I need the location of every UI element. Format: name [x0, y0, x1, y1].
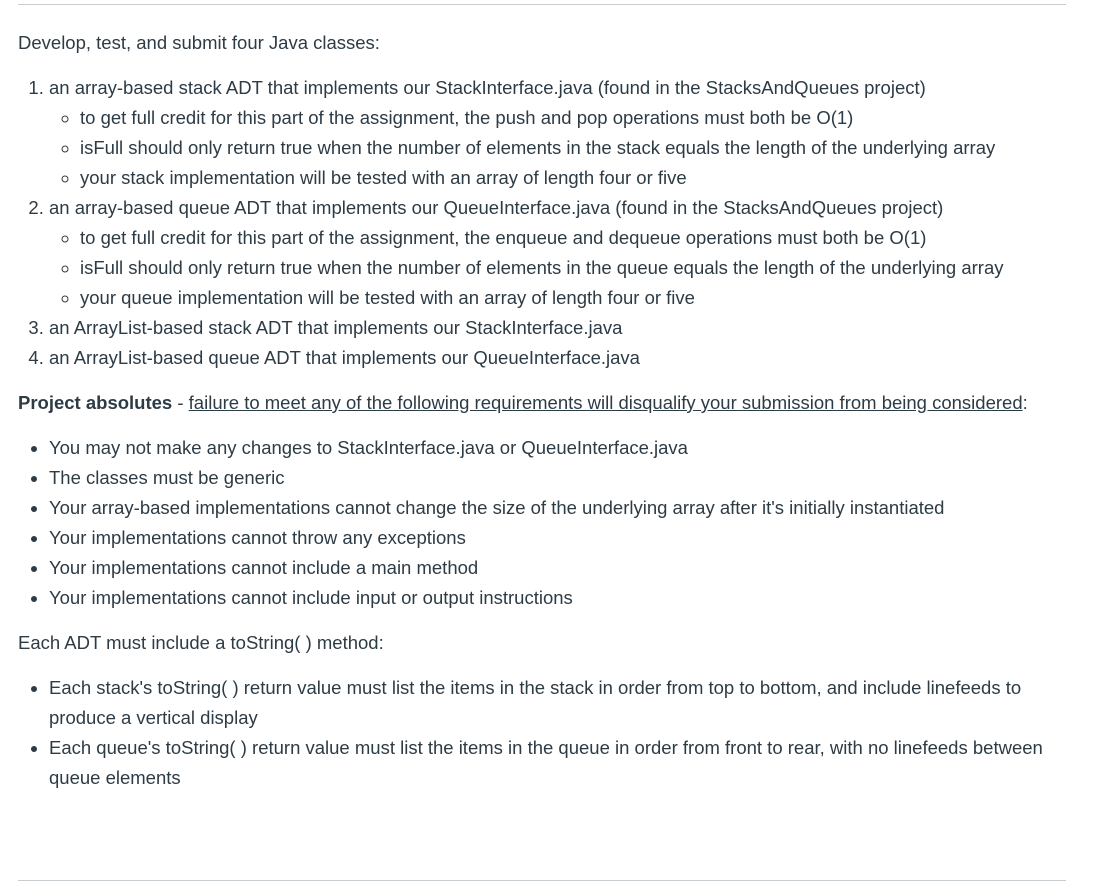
bottom-divider — [18, 880, 1066, 881]
absolutes-paragraph — [18, 388, 1068, 418]
subitem: ◦ isFull should only return true when the number of elements in the queue equals the length of the underlying array — [80, 253, 1068, 283]
absolutes-list — [18, 433, 1068, 613]
absolute-item: • Your implementations cannot include a main method — [49, 553, 1068, 583]
task-list — [18, 73, 1068, 373]
tostring-item: • Each queue's toString( ) return value must list the items in the queue in order from front to rear, with no linefeeds between queue elements — [49, 733, 1068, 793]
absolute-item: • The classes must be generic — [49, 463, 1068, 493]
subitem: ◦ your stack implementation will be tested with an array of length four or five — [80, 163, 1068, 193]
absolute-item: • You may not make any changes to StackInterface.java or QueueInterface.java — [49, 433, 1068, 463]
task-text: an array-based stack ADT that implements our StackInterface.java (found in the StacksAndQueues project) — [49, 77, 926, 98]
absolutes-colon: : — [1022, 392, 1028, 413]
task-subitems — [49, 223, 1068, 313]
absolute-item: • Your implementations cannot include input or output instructions — [49, 583, 1068, 613]
absolute-item: • Your implementations cannot throw any exceptions — [49, 523, 1068, 553]
assignment-content — [18, 28, 1068, 793]
subitem: ◦ to get full credit for this part of the assignment, the push and pop operations must both be O(1) — [80, 103, 1068, 133]
absolutes-separator: - — [172, 392, 189, 413]
task-item — [49, 313, 1068, 343]
absolutes-heading: Project absolutes — [18, 392, 173, 413]
task-subitems — [49, 103, 1068, 193]
absolute-item: • Your array-based implementations cannot change the size of the underlying array after it's initially instantiated — [49, 493, 1068, 523]
tostring-item: • Each stack's toString( ) return value must list the items in the stack in order from top to bottom, and include linefeeds to produce a vertical display — [49, 673, 1068, 733]
subitem: ◦ isFull should only return true when the number of elements in the stack equals the length of the underlying array — [80, 133, 1068, 163]
task-item — [49, 343, 1068, 373]
task-item — [49, 193, 1068, 313]
task-text: an ArrayList-based stack ADT that implements our StackInterface.java — [49, 317, 623, 338]
tostring-list — [18, 673, 1068, 793]
absolutes-warning: failure to meet any of the following requirements will disqualify your submission from being considered — [188, 392, 1023, 413]
task-text: an array-based queue ADT that implements our QueueInterface.java (found in the StacksAndQueues project) — [49, 197, 944, 218]
tostring-intro: Each ADT must include a toString( ) method: — [18, 632, 384, 653]
top-divider — [18, 4, 1066, 5]
task-item — [49, 73, 1068, 193]
intro-paragraph: Develop, test, and submit four Java classes: — [18, 32, 380, 53]
subitem: ◦ your queue implementation will be tested with an array of length four or five — [80, 283, 1068, 313]
subitem: ◦ to get full credit for this part of the assignment, the enqueue and dequeue operations must both be O(1) — [80, 223, 1068, 253]
task-text: an ArrayList-based queue ADT that implements our QueueInterface.java — [49, 347, 640, 368]
